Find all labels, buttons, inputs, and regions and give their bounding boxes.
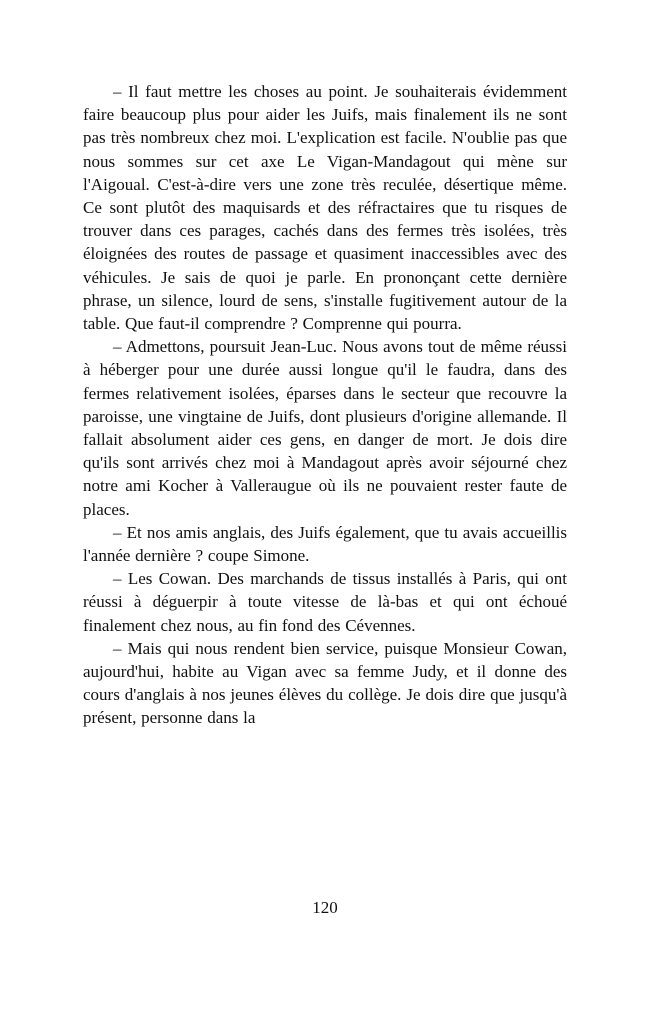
paragraph: – Et nos amis anglais, des Juifs également, que tu avais accueillis l'année dernière ? coupe Simone. [83,522,567,566]
paragraph: – Il faut mettre les choses au point. Je souhaiterais évidemment faire beaucoup plus pour aider les Juifs, mais finalement ils ne sont pas très nombreux chez moi. L'explication est facile. N'oublie pas que nous sommes sur cet axe Le Vigan-Mandagout qui mène sur l'Aigoual. C'est-à-dire vers une zone très reculée, désertique même. Ce sont plutôt des maquisards et des réfractaires que tu risques de trouver dans ces parages, cachés dans des fermes très isolées, très éloignées des routes de passage et quasiment inaccessibles avec des véhicules. Je sais de quoi je parle. En prononçant cette dernière phrase, un silence, lourd de sens, s'installe fugitivement autour de la table. Que faut-il comprendre ? Comprenne qui pourra. [83,82,567,334]
paragraph: – Admettons, poursuit Jean-Luc. Nous avons tout de même réussi à héberger pour une durée aussi longue qu'il le faudra, dans des fermes relativement isolées, éparses dans le secteur que recouvre la paroisse, une vingtaine de Juifs, dont plusieurs d'origine allemande. Il fallait absolument aider ces gens, en danger de mort. Je dois dire qu'ils sont arrivés chez moi à Mandagout après avoir séjourné chez notre ami Kocher à Valleraugue où ils ne pouvaient rester faute de places. [83,337,567,519]
page-text [83,80,567,730]
paragraph: – Mais qui nous rendent bien service, puisque Monsieur Cowan, aujourd'hui, habite au Vigan avec sa femme Judy, et il donne des cours d'anglais à nos jeunes élèves du collège. Je dois dire que jusqu'à présent, personne dans la [83,638,567,728]
paragraph: – Les Cowan. Des marchands de tissus installés à Paris, qui ont réussi à déguerpir à toute vitesse de là-bas et qui ont échoué finalement chez nous, au fin fond des Cévennes. [83,569,567,635]
page-number: 120 [312,898,338,917]
